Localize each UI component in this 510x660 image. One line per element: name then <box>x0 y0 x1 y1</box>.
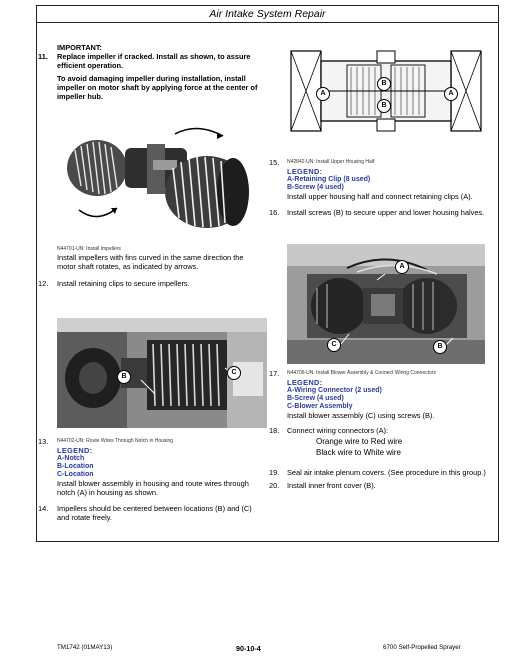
callout-c: C <box>327 338 341 352</box>
legend-item-screw: B-Screw (4 used) <box>287 395 344 402</box>
step-17-number: 17. <box>269 369 280 378</box>
impeller-install-photo <box>57 120 267 235</box>
step-17-caption: N44706-UN: Install Blower Assembly & Connect Wiring Connectors <box>287 370 436 376</box>
legend-item-notch: A-Notch <box>57 455 85 462</box>
callout-b: B <box>117 370 131 384</box>
callout-b-bottom: B <box>377 99 391 113</box>
footer-product-name: 6700 Self-Propelled Sprayer <box>383 644 461 651</box>
step-12-text: Install retaining clips to secure impellers. <box>57 279 190 288</box>
legend-item-wiring-connector: A-Wiring Connector (2 used) <box>287 387 382 394</box>
callout-c: C <box>227 366 241 380</box>
fig1-text-2: motor shaft rotates, as indicated by arrows. <box>57 262 199 271</box>
step-15-legend-title: LEGEND: <box>287 167 323 176</box>
step-18-text: Connect wiring connectors (A): <box>287 426 389 435</box>
step-17-text: Install blower assembly (C) using screws (B). <box>287 411 435 420</box>
step-20-number: 20. <box>269 481 280 490</box>
step-11-note-3: impeller hub. <box>57 92 103 101</box>
step-13-text-1: Install blower assembly in housing and route wires through <box>57 479 249 488</box>
step-15-number: 15. <box>269 158 280 167</box>
callout-a: A <box>395 260 409 274</box>
wire-instruction-2: Black wire to White wire <box>316 448 401 457</box>
step-13-legend-title: LEGEND: <box>57 446 93 455</box>
important-label: IMPORTANT: <box>57 43 103 52</box>
footer-page-number: 90-10-4 <box>236 644 261 653</box>
footer-document-id: TM1742 (01MAY13) <box>57 644 113 651</box>
step-18-number: 18. <box>269 426 280 435</box>
step-11-note-1: To avoid damaging impeller during installation, install <box>57 74 246 83</box>
legend-item-retaining-clip: A-Retaining Clip (8 used) <box>287 176 371 183</box>
step-11-note-2: impeller on motor shaft by applying force at the center of <box>57 83 258 92</box>
step-11-line-1: Replace impeller if cracked. Install as shown, to assure <box>57 52 251 61</box>
step-15-text: Install upper housing half and connect retaining clips (A). <box>287 192 473 201</box>
step-20-text: Install inner front cover (B). <box>287 481 376 490</box>
legend-item-blower-assembly: C-Blower Assembly <box>287 403 353 410</box>
step-11-line-2: efficient operation. <box>57 61 124 70</box>
callout-b: B <box>433 340 447 354</box>
legend-item-location-b: B-Location <box>57 463 94 470</box>
wire-instruction-1: Orange wire to Red wire <box>316 437 403 446</box>
step-13-text-2: notch (A) in housing as shown. <box>57 488 159 497</box>
step-13-number: 13. <box>38 437 49 446</box>
housing-diagram <box>287 45 485 137</box>
step-14-text-1: Impellers should be centered between locations (B) and (C) <box>57 504 252 513</box>
blower-assembly-photo <box>287 244 485 364</box>
step-16-text: Install screws (B) to secure upper and lower housing halves. <box>287 208 485 217</box>
step-19-number: 19. <box>269 468 280 477</box>
callout-a-right: A <box>444 87 458 101</box>
step-16-number: 16. <box>269 208 280 217</box>
step-17-legend-title: LEGEND: <box>287 378 323 387</box>
page-title: Air Intake System Repair <box>209 8 326 20</box>
blower-housing-photo <box>57 318 267 428</box>
step-14-number: 14. <box>38 504 49 513</box>
callout-a-left: A <box>316 87 330 101</box>
header-divider <box>37 22 498 23</box>
fig1-text-1: Install impellers with fins curved in the same direction the <box>57 253 244 262</box>
step-14-text-2: and rotate freely. <box>57 513 112 522</box>
legend-item-location-c: C-Location <box>57 471 94 478</box>
legend-item-screw: B-Screw (4 used) <box>287 184 344 191</box>
impeller-photo-caption: N44701-UN: Install Impellers <box>57 246 121 252</box>
step-12-number: 12. <box>38 279 49 288</box>
step-19-text: Seal air intake plenum covers. (See procedure in this group.) <box>287 468 486 477</box>
step-15-caption: N42842-UN: Install Upper Housing Half <box>287 159 375 165</box>
step-11-number: 11. <box>38 52 48 61</box>
callout-b-top: B <box>377 77 391 91</box>
step-13-caption: N44702-UN: Route Wires Through Notch in Housing <box>57 438 174 444</box>
